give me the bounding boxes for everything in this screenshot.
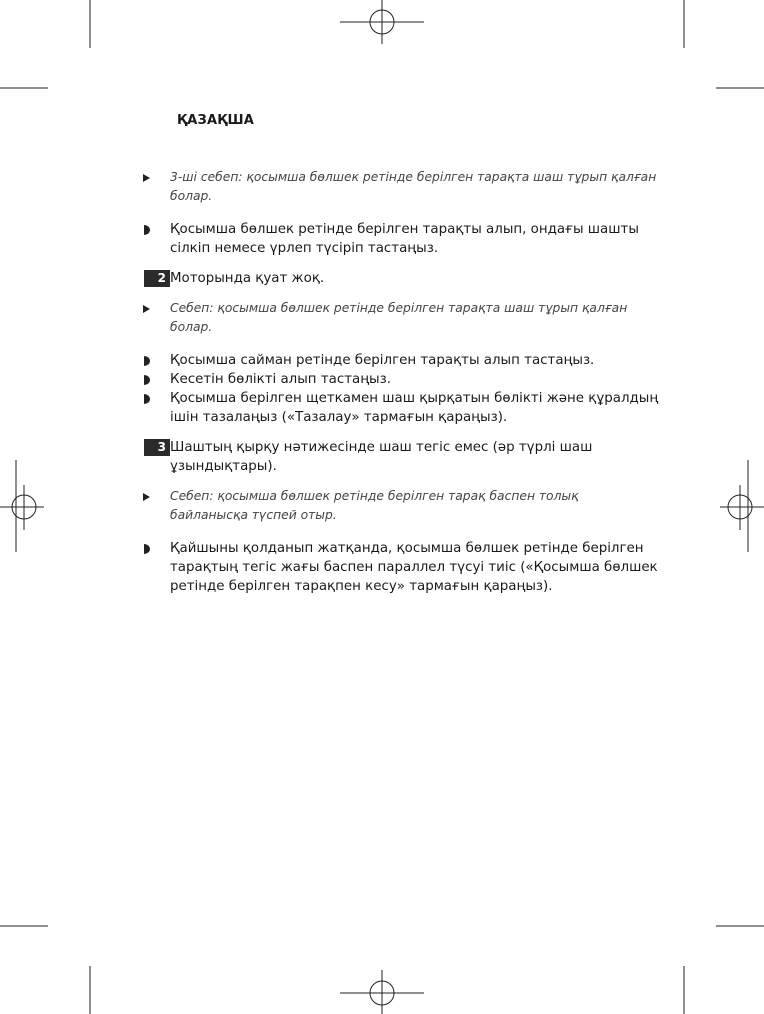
half-circle-bullet-icon xyxy=(142,356,152,366)
action-item xyxy=(140,389,660,427)
problem-item xyxy=(140,269,660,288)
registration-target-top xyxy=(340,0,424,44)
problem-item xyxy=(140,438,660,476)
triangle-bullet-icon xyxy=(142,304,152,314)
half-circle-bullet-icon xyxy=(142,394,152,404)
action-text: Қайшыны қолданып жатқанда, қосымша бөлшек ретінде берілген тарақтың тегіс жағы баспен параллел түсуі тиіс («Қосымша бөлшек ретінде берілген тарақпен кесу» тармағын қараңыз). xyxy=(170,541,658,594)
cause-text: Себеп: қосымша бөлшек ретінде берілген тарақта шаш тұрып қалған болар. xyxy=(170,301,628,334)
language-heading: ҚАЗАҚША xyxy=(177,113,255,128)
triangle-bullet-icon xyxy=(142,173,152,183)
half-circle-bullet-icon xyxy=(142,544,152,554)
registration-target-bottom xyxy=(340,970,424,1014)
problem-number: 2 xyxy=(144,270,170,287)
cause-item xyxy=(140,299,660,337)
cause-text: Себеп: қосымша бөлшек ретінде берілген тарақ баспен толық байланысқа түспей отыр. xyxy=(170,489,579,522)
problem-text: Моторында қуат жоқ. xyxy=(170,271,325,286)
action-text: Қосымша сайман ретінде берілген тарақты алып тастаңыз. xyxy=(170,353,595,368)
cause-item xyxy=(140,487,660,525)
action-text: Қосымша бөлшек ретінде берілген тарақты алып, ондағы шашты сілкіп немесе үрлеп түсіріп тастаңыз. xyxy=(170,222,639,256)
action-item xyxy=(140,539,660,596)
half-circle-bullet-icon xyxy=(142,225,152,235)
action-item xyxy=(140,351,660,370)
troubleshooting-content xyxy=(140,168,660,596)
action-item xyxy=(140,370,660,389)
cause-item xyxy=(140,168,660,206)
action-text: Кесетін бөлікті алып тастаңыз. xyxy=(170,372,391,387)
registration-target-right xyxy=(720,485,764,530)
action-item xyxy=(140,220,660,258)
registration-target-left xyxy=(0,485,44,530)
problem-text: Шаштың қырқу нәтижесінде шаш тегіс емес (әр түрлі шаш ұзындықтары). xyxy=(170,440,593,474)
action-text: Қосымша берілген щеткамен шаш қырқатын бөлікті және құралдың ішін тазалаңыз («Тазалау» тармағын қараңыз). xyxy=(170,391,659,425)
cause-text: 3-ші себеп: қосымша бөлшек ретінде берілген тарақта шаш тұрып қалған болар. xyxy=(170,170,657,203)
triangle-bullet-icon xyxy=(142,492,152,502)
problem-number: 3 xyxy=(144,439,170,456)
half-circle-bullet-icon xyxy=(142,375,152,385)
